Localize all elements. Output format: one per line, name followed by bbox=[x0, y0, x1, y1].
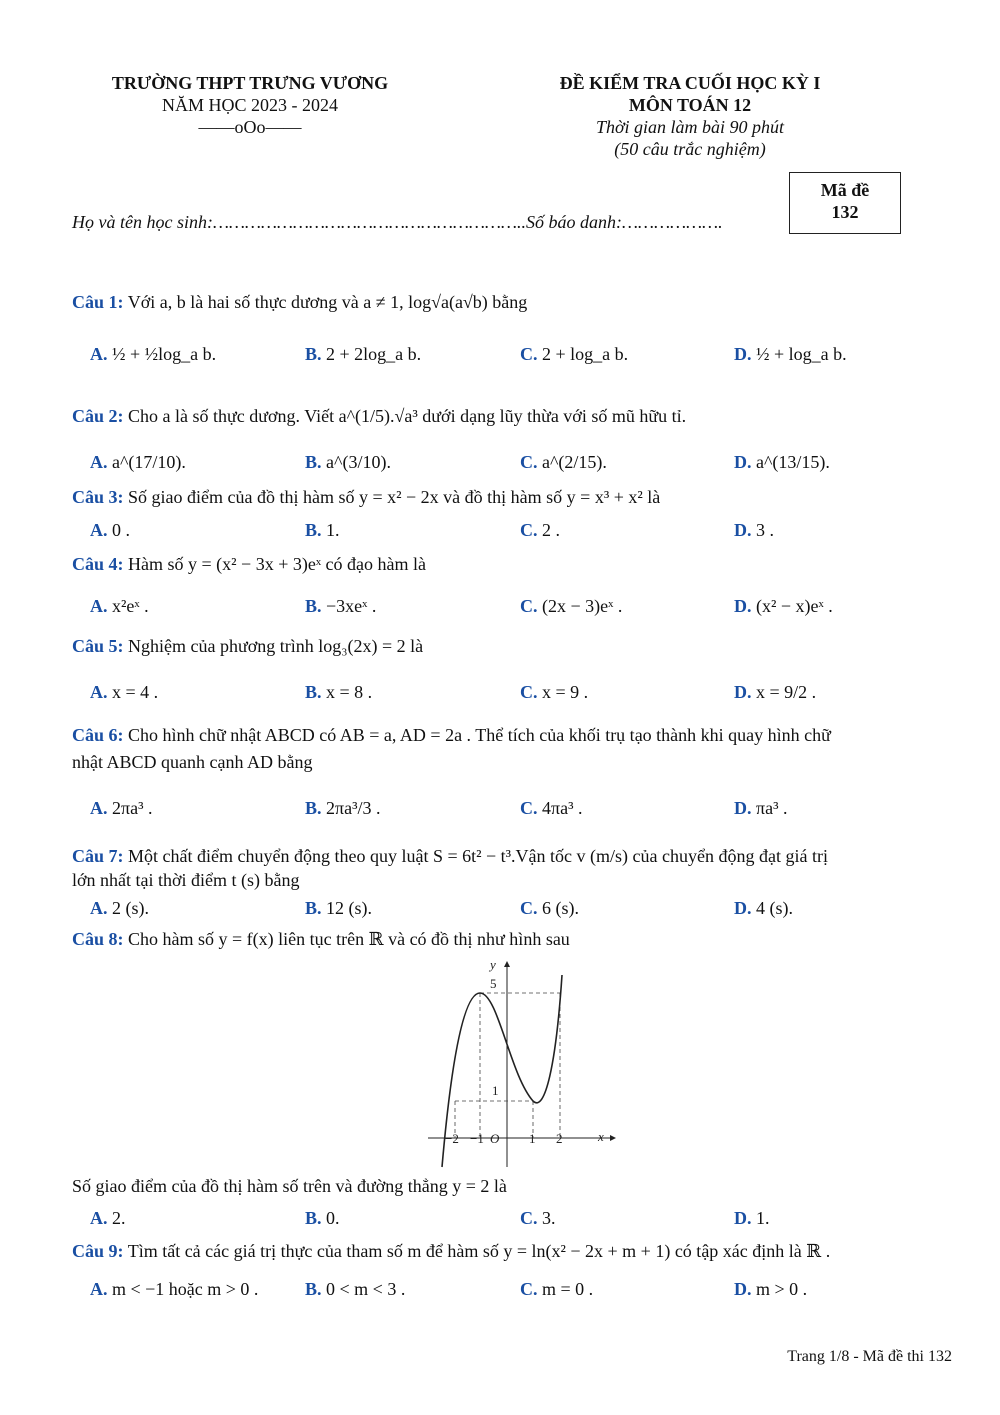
question-1 bbox=[72, 292, 527, 313]
header-divider: ——oOo—— bbox=[198, 117, 302, 137]
q2-option-a[interactable]: A. a^(17/10). bbox=[90, 452, 186, 472]
student-info-line: Họ và tên học sinh:…………………………………………………..Số báo danh:………………. bbox=[72, 212, 723, 232]
q2-option-b[interactable]: B. a^(3/10). bbox=[305, 452, 391, 472]
q3-option-a[interactable]: A. 0 . bbox=[90, 520, 130, 540]
x-tick-minus2: −2 bbox=[445, 1131, 459, 1146]
q5-option-a[interactable]: A. x = 4 . bbox=[90, 682, 159, 702]
q9-option-c[interactable]: C. m = 0 . bbox=[520, 1279, 594, 1299]
y-tick-5: 5 bbox=[490, 976, 497, 991]
question-6-line-2: nhật ABCD quanh cạnh AD bằng bbox=[72, 752, 313, 772]
q8-option-c[interactable]: C. 3. bbox=[520, 1208, 556, 1228]
question-4: Câu 4: Hàm số y = (x² − 3x + 3)eˣ có đạo hàm là bbox=[72, 554, 426, 574]
x-tick-2: 2 bbox=[556, 1131, 563, 1146]
q1-option-d[interactable]: D. ½ + log_a b. bbox=[734, 344, 847, 364]
q3-option-d[interactable]: D. 3 . bbox=[734, 520, 774, 540]
q8-option-d[interactable]: D. 1. bbox=[734, 1208, 770, 1228]
school-name: TRƯỜNG THPT TRƯNG VƯƠNG bbox=[111, 73, 389, 93]
x-tick-minus1: −1 bbox=[470, 1131, 484, 1146]
question-5: Câu 5: Nghiệm của phương trình log₃(2x) = 2 là bbox=[72, 636, 424, 656]
q1-option-c[interactable]: C. 2 + log_a b. bbox=[520, 344, 629, 364]
question-8-line-2: Số giao điểm của đồ thị hàm số trên và đường thẳng y = 2 là bbox=[72, 1176, 507, 1196]
exam-code: 132 bbox=[831, 202, 859, 222]
q4-option-d[interactable]: D. (x² − x)eˣ . bbox=[734, 596, 833, 616]
y-axis-label: y bbox=[490, 957, 496, 972]
question-9: Câu 9: Tìm tất cả các giá trị thực của tham số m để hàm số y = ln(x² − 2x + m + 1) có tập xác định là ℝ . bbox=[72, 1241, 831, 1261]
q3-option-b[interactable]: B. 1. bbox=[305, 520, 340, 540]
q4-option-b[interactable]: B. −3xeˣ . bbox=[305, 596, 377, 616]
question-8: Câu 8: Cho hàm số y = f(x) liên tục trên ℝ và có đồ thị như hình sau bbox=[72, 929, 570, 949]
q7-option-d[interactable]: D. 4 (s). bbox=[734, 898, 793, 918]
q4-option-c[interactable]: C. (2x − 3)eˣ . bbox=[520, 596, 623, 616]
question-text: Với a, b là hai số thực dương và a ≠ 1, log√a(a√b) bằng bbox=[127, 292, 528, 312]
question-2: Câu 2: Cho a là số thực dương. Viết a^(1/5).√a³ dưới dạng lũy thừa với số mũ hữu tỉ. bbox=[72, 406, 687, 426]
q8-option-b[interactable]: B. 0. bbox=[305, 1208, 340, 1228]
x-tick-1: 1 bbox=[529, 1131, 536, 1146]
q3-option-c[interactable]: C. 2 . bbox=[520, 520, 560, 540]
q6-option-d[interactable]: D. πa³ . bbox=[734, 798, 788, 818]
x-axis-label: x bbox=[598, 1129, 604, 1144]
q1-option-b[interactable]: B. 2 + 2log_a b. bbox=[305, 344, 422, 364]
q1-option-a[interactable]: A. ½ + ½log_a b. bbox=[90, 344, 217, 364]
page-footer: Trang 1/8 - Mã đề thi 132 bbox=[787, 1348, 952, 1365]
q9-option-a[interactable]: A. m < −1 hoặc m > 0 . bbox=[90, 1279, 259, 1299]
exam-code-box bbox=[789, 172, 901, 234]
question-7: Câu 7: Một chất điểm chuyển động theo quy luật S = 6t² − t³.Vận tốc v (m/s) của chuyển động đạt giá trị bbox=[72, 846, 828, 866]
q7-option-b[interactable]: B. 12 (s). bbox=[305, 898, 373, 918]
question-count: (50 câu trắc nghiệm) bbox=[614, 139, 766, 159]
exam-code-label: Mã đề bbox=[820, 180, 870, 200]
subject: MÔN TOÁN 12 bbox=[628, 95, 752, 115]
duration: Thời gian làm bài 90 phút bbox=[595, 117, 785, 137]
origin-label: O bbox=[490, 1131, 500, 1146]
question-3: Câu 3: Số giao điểm của đồ thị hàm số y = x² − 2x và đồ thị hàm số y = x³ + x² là bbox=[72, 487, 661, 507]
header-right bbox=[520, 72, 860, 160]
q6-option-a[interactable]: A. 2πa³ . bbox=[90, 798, 153, 818]
q9-option-b[interactable]: B. 0 < m < 3 . bbox=[305, 1279, 406, 1299]
question-7-line-2: lớn nhất tại thời điểm t (s) bằng bbox=[72, 870, 300, 890]
q7-option-c[interactable]: C. 6 (s). bbox=[520, 898, 579, 918]
q5-option-b[interactable]: B. x = 8 . bbox=[305, 682, 373, 702]
exam-title: ĐỀ KIỂM TRA CUỐI HỌC KỲ I bbox=[559, 73, 821, 93]
q6-option-b[interactable]: B. 2πa³/3 . bbox=[305, 798, 381, 818]
q4-option-a[interactable]: A. x²eˣ . bbox=[90, 596, 149, 616]
q7-option-a[interactable]: A. 2 (s). bbox=[90, 898, 149, 918]
q9-option-d[interactable]: D. m > 0 . bbox=[734, 1279, 808, 1299]
q5-option-c[interactable]: C. x = 9 . bbox=[520, 682, 589, 702]
q2-option-c[interactable]: C. a^(2/15). bbox=[520, 452, 607, 472]
q5-option-d[interactable]: D. x = 9/2 . bbox=[734, 682, 817, 702]
q8-option-a[interactable]: A. 2. bbox=[90, 1208, 126, 1228]
header-left bbox=[80, 72, 420, 138]
q2-option-d[interactable]: D. a^(13/15). bbox=[734, 452, 830, 472]
function-graph bbox=[420, 955, 620, 1170]
y-tick-1: 1 bbox=[492, 1083, 499, 1098]
q6-option-c[interactable]: C. 4πa³ . bbox=[520, 798, 583, 818]
question-label: Câu 1: bbox=[72, 292, 124, 312]
question-6: Câu 6: Cho hình chữ nhật ABCD có AB = a, AD = 2a . Thể tích của khối trụ tạo thành khi quay hình chữ bbox=[72, 725, 831, 745]
school-year: NĂM HỌC 2023 - 2024 bbox=[161, 95, 338, 115]
